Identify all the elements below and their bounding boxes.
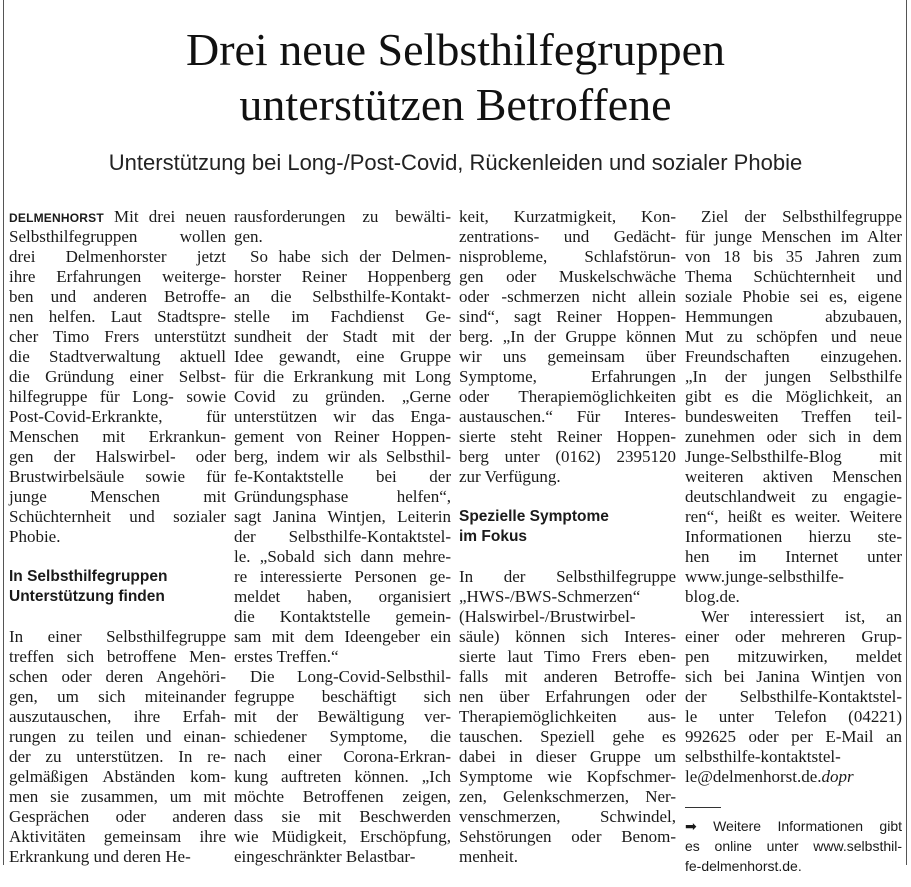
text-line: In der Selbsthilfegruppe bbox=[459, 567, 676, 586]
paragraph bbox=[234, 207, 451, 247]
heading-line: im Fokus bbox=[459, 528, 528, 545]
text-line: der Selbsthilfe-Kontaktstel- bbox=[685, 687, 902, 706]
text-line: men sie zusammen, um mit bbox=[9, 787, 226, 806]
text-line: junge Menschen mit bbox=[9, 487, 226, 506]
article-column-2 bbox=[234, 207, 451, 887]
text-line: kung auftreten können. „Ich bbox=[234, 767, 451, 786]
paragraph bbox=[9, 627, 226, 867]
heading-line: Unterstützung finden bbox=[9, 588, 165, 605]
text-line: Covid zu gründen. „Gerne bbox=[234, 387, 451, 406]
text-line: dass sie mit Beschwerden bbox=[234, 807, 451, 826]
text-line: www.junge-selbsthilfe- bbox=[685, 567, 844, 586]
text-line: 992625 oder per E-Mail an bbox=[685, 727, 902, 746]
text-line: einer oder mehreren Grup- bbox=[685, 627, 902, 646]
text-line: zur Verfügung. bbox=[459, 467, 561, 486]
text-line: zunehmen oder sich in dem bbox=[685, 427, 902, 446]
text-line: der Selbsthilfe-Kontaktstel- bbox=[234, 527, 451, 546]
text-line: (Halswirbel-/Brustwirbel- bbox=[459, 607, 636, 626]
text-line: Ziel der Selbsthilfegruppe bbox=[701, 207, 902, 226]
text-line: keit, Kurzatmigkeit, Kon- bbox=[459, 207, 676, 226]
text-line: ren“, heißt es weiter. Weitere bbox=[685, 507, 902, 526]
headline-line-2: unterstützen Betroffene bbox=[239, 79, 672, 130]
text-line-content: le@delmenhorst.de. bbox=[685, 767, 822, 786]
text-line: gelmäßigen Abständen kom- bbox=[9, 767, 226, 786]
paragraph bbox=[459, 207, 676, 487]
text-line: fegruppe beschäftigt sich bbox=[234, 687, 451, 706]
article-column-3 bbox=[459, 207, 676, 887]
text-line: sundheit der Stadt mit der bbox=[234, 327, 451, 346]
text-line: nen über Erfahrungen oder bbox=[459, 687, 676, 706]
text-line: rungen zu teilen und einan- bbox=[9, 727, 226, 746]
paragraph bbox=[234, 667, 451, 867]
paragraph bbox=[9, 207, 226, 547]
text-line: So habe sich der Delmen- bbox=[250, 247, 451, 266]
text-line: für junge Menschen im Alter bbox=[685, 227, 902, 246]
text-line: venschmerzen, Schwindel, bbox=[459, 807, 676, 826]
text-line: oder -schmerzen nicht allein bbox=[459, 287, 676, 306]
text-line: hen im Internet unter bbox=[685, 547, 902, 566]
text-line: auszutauschen, ihre Erfah- bbox=[9, 707, 226, 726]
text-line: Therapiemöglichkeiten aus- bbox=[459, 707, 676, 726]
text-line: gen. bbox=[234, 227, 263, 246]
text-line: menheit. bbox=[459, 847, 519, 866]
text-line: weiteren aktiven Menschen bbox=[685, 467, 902, 486]
info-note-line: ➡ Weitere Informationen gibt bbox=[685, 818, 902, 834]
text-line: Sehstörungen oder Benom- bbox=[459, 827, 676, 846]
paragraph bbox=[685, 207, 902, 607]
text-line: Aktivitäten gemeinsam ihre bbox=[9, 827, 226, 846]
text-line: Symptome wie Kopfschmer- bbox=[459, 767, 676, 786]
article-column-4 bbox=[685, 207, 902, 876]
text-line: sich bei Janina Wintjen von bbox=[685, 667, 902, 686]
text-line: der zu unterstützen. In re- bbox=[9, 747, 226, 766]
text-line: drei Delmenhorster jetzt bbox=[9, 247, 226, 266]
text-line: hilfegruppe für Long- sowie bbox=[9, 387, 226, 406]
dateline: DELMENHORST bbox=[9, 211, 104, 225]
text-line: nisprobleme, Schlafstörun- bbox=[459, 247, 676, 266]
author-initials: dopr bbox=[821, 767, 854, 786]
text-line: säule) können sich Interes- bbox=[459, 627, 676, 646]
text-line: ben und anderen Betroffe- bbox=[9, 287, 226, 306]
text-line: fe-Kontaktstelle bei der bbox=[234, 467, 451, 486]
text-line: bundesweiten Treffen teil- bbox=[685, 407, 902, 426]
text-line: deutschlandweit zu engagie- bbox=[685, 487, 902, 506]
text-line: die Kontaktstelle gemein- bbox=[234, 607, 451, 626]
text-line bbox=[685, 767, 902, 787]
text-line: schen oder deren Angehöri- bbox=[9, 667, 226, 686]
section-heading bbox=[9, 567, 226, 607]
text-line: berg. „In der Gruppe können bbox=[459, 327, 676, 346]
text-line: erstes Treffen.“ bbox=[234, 647, 339, 666]
text-line: „In der jungen Selbsthilfe bbox=[685, 367, 902, 386]
footnote-rule bbox=[685, 807, 721, 808]
text-line: Phobie. bbox=[9, 527, 61, 546]
text-line: sierte laut Timo Frers eben- bbox=[459, 647, 676, 666]
text-line: die Gründung einer Selbst- bbox=[9, 367, 226, 386]
text-line: Schüchternheit und sozialer bbox=[9, 507, 226, 526]
heading-line: Spezielle Symptome bbox=[459, 508, 609, 525]
text-line: Thema Schüchternheit und bbox=[685, 267, 902, 286]
text-line: Wer interessiert ist, an bbox=[701, 607, 902, 626]
text-line: die Stadtverwaltung aktuell bbox=[9, 347, 226, 366]
text-line: cher Timo Frers unterstützt bbox=[9, 327, 226, 346]
info-note-line: fe-delmenhorst.de. bbox=[685, 858, 802, 874]
text-line: wie Müdigkeit, Erschöpfung, bbox=[234, 827, 451, 846]
text-line: dabei in dieser Gruppe um bbox=[459, 747, 676, 766]
section-heading bbox=[459, 507, 676, 547]
headline-line-1: Drei neue Selbsthilfegruppen bbox=[185, 24, 726, 75]
text-line: an die Selbsthilfe-Kontakt- bbox=[234, 287, 451, 306]
text-line: falls mit anderen Betroffe- bbox=[459, 667, 676, 686]
text-line: Freundschaften einzugehen. bbox=[685, 347, 902, 366]
text-line-content: Mit drei neuen bbox=[103, 207, 226, 226]
text-line: rausforderungen zu bewälti- bbox=[234, 207, 451, 226]
paragraph bbox=[685, 607, 902, 787]
headline bbox=[0, 22, 911, 132]
text-line: Junge-Selbsthilfe-Blog mit bbox=[685, 447, 902, 466]
text-line: re interessierte Personen ge- bbox=[234, 567, 451, 586]
text-line: eingeschränkter Belastbar- bbox=[234, 847, 416, 866]
text-line: meldet haben, organisiert bbox=[234, 587, 451, 606]
text-line: sierte steht Reiner Hoppen- bbox=[459, 427, 676, 446]
text-line: zen, Gelenkschmerzen, Ner- bbox=[459, 787, 676, 806]
text-line: treffen sich betroffene Men- bbox=[9, 647, 226, 666]
text-line bbox=[9, 207, 226, 227]
text-line: berg unter (0162) 2395120 bbox=[459, 447, 676, 466]
text-line: berg, indem wir als Selbsthil- bbox=[234, 447, 451, 466]
text-line: Post-Covid-Erkrankte, für bbox=[9, 407, 226, 426]
text-line: Selbsthilfegruppen wollen bbox=[9, 227, 226, 246]
text-line: wir uns gemeinsam über bbox=[459, 347, 676, 366]
text-line: zentrations- und Gedächt- bbox=[459, 227, 676, 246]
text-line: blog.de. bbox=[685, 587, 740, 606]
text-line: nach einer Corona-Erkran- bbox=[234, 747, 451, 766]
text-line: Mut zu schöpfen und neue bbox=[685, 327, 902, 346]
text-line: Erkrankung und deren He- bbox=[9, 847, 191, 866]
text-line: Idee gewandt, eine Gruppe bbox=[234, 347, 451, 366]
text-line: sagt Janina Wintjen, Leiterin bbox=[234, 507, 451, 526]
text-line: gibt es die Möglichkeit, an bbox=[685, 387, 902, 406]
text-line: Gesprächen oder anderen bbox=[9, 807, 226, 826]
text-line: für die Erkrankung mit Long bbox=[234, 367, 451, 386]
text-line: oder Therapiemöglichkeiten bbox=[459, 387, 676, 406]
text-line: Menschen mit Erkrankun- bbox=[9, 427, 226, 446]
text-line: Die Long-Covid-Selbsthil- bbox=[250, 667, 451, 686]
paragraph bbox=[234, 247, 451, 667]
heading-line: In Selbsthilfegruppen bbox=[9, 568, 168, 585]
text-line: schiedener Symptome, die bbox=[234, 727, 451, 746]
text-line: Brustwirbelsäule sowie für bbox=[9, 467, 226, 486]
text-line: nen helfen. Laut Stadtspre- bbox=[9, 307, 226, 326]
subheadline: Unterstützung bei Long-/Post-Covid, Rückenleiden und sozialer Phobie bbox=[108, 150, 803, 175]
text-line: von 18 bis 35 Jahren zum bbox=[685, 247, 902, 266]
text-line: „HWS-/BWS-Schmerzen“ bbox=[459, 587, 641, 606]
text-line: tauschen. Speziell gehe es bbox=[459, 727, 676, 746]
text-line: pen mitzuwirken, meldet bbox=[685, 647, 902, 666]
text-line: mit der Bewältigung ver- bbox=[234, 707, 451, 726]
text-line: selbsthilfe-kontaktstel- bbox=[685, 747, 841, 766]
text-line: stelle im Fachdienst Ge- bbox=[234, 307, 451, 326]
text-line: gen der Halswirbel- oder bbox=[9, 447, 226, 466]
text-line: Hemmungen abzubauen, bbox=[685, 307, 902, 326]
text-line: le. „Sobald sich dann mehre- bbox=[234, 547, 451, 566]
text-line: sind“, sagt Reiner Hoppen- bbox=[459, 307, 676, 326]
text-line: Gründungsphase helfen“, bbox=[234, 487, 451, 506]
paragraph bbox=[459, 567, 676, 867]
text-line: Symptome, Erfahrungen bbox=[459, 367, 676, 386]
text-line: ihre Erfahrungen weiterge- bbox=[9, 267, 226, 286]
text-line: gen, um sich miteinander bbox=[9, 687, 226, 706]
article-column-1 bbox=[9, 207, 226, 887]
text-line: horster Reiner Hoppenberg bbox=[234, 267, 451, 286]
text-line: unterstützen wir das Enga- bbox=[234, 407, 451, 426]
text-line: In einer Selbsthilfegruppe bbox=[9, 627, 226, 646]
text-line: gen oder Muskelschwäche bbox=[459, 267, 676, 286]
text-line: Informationen hierzu ste- bbox=[685, 527, 902, 546]
text-line: möchte Betroffenen zeigen, bbox=[234, 787, 451, 806]
info-note bbox=[685, 816, 902, 876]
text-line: sam mit dem Ideengeber ein bbox=[234, 627, 451, 646]
text-line: soziale Phobie sei es, eigene bbox=[685, 287, 902, 306]
text-line: austauschen.“ Für Interes- bbox=[459, 407, 676, 426]
text-line: le unter Telefon (04221) bbox=[685, 707, 902, 726]
info-note-line: es online unter www.selbsthil- bbox=[685, 838, 902, 854]
text-line: gement von Reiner Hoppen- bbox=[234, 427, 451, 446]
